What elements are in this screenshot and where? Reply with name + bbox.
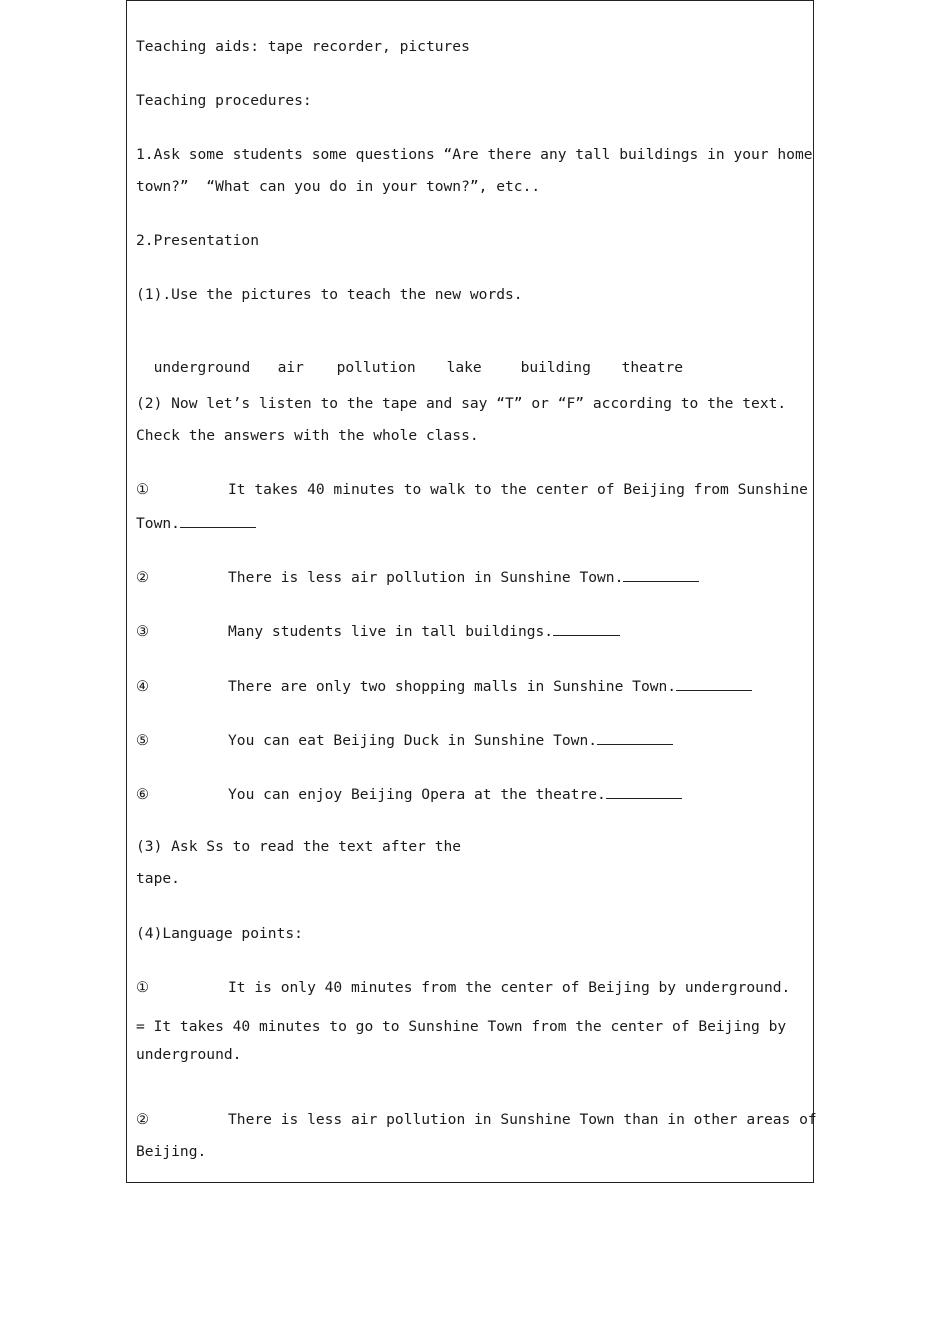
item-text-cont: Town. [136, 515, 180, 532]
item-number: ② [136, 1111, 150, 1128]
tf-item-1-cont [136, 513, 256, 533]
word-item: air [277, 359, 304, 376]
item-text: You can enjoy Beijing Opera at the theatre. [228, 786, 606, 803]
language-point-1-eq2: underground. [136, 1046, 242, 1063]
item-number: ② [136, 569, 150, 586]
item-text: There are only two shopping malls in Sunshine Town. [228, 678, 677, 695]
item-text: You can eat Beijing Duck in Sunshine Town. [228, 732, 598, 749]
point-text: There is less air pollution in Sunshine Town than in other areas of [228, 1111, 817, 1128]
word-item: pollution [336, 359, 416, 376]
item-text: There is less air pollution in Sunshine Town. [228, 569, 624, 586]
answer-blank[interactable] [606, 784, 682, 799]
word-item: theatre [621, 359, 684, 376]
item-number: ① [136, 979, 150, 996]
word-item: building [520, 359, 591, 376]
language-point-1 [136, 979, 790, 997]
answer-blank[interactable] [553, 621, 620, 636]
tf-item-1 [136, 481, 808, 499]
answer-blank[interactable] [676, 676, 752, 691]
item-number: ⑥ [136, 786, 150, 803]
item-number: ⑤ [136, 732, 150, 749]
language-points-title: (4)Language points: [136, 925, 303, 942]
point-text: It is only 40 minutes from the center of Beijing by underground. [228, 979, 791, 996]
listen-instruction-line2: Check the answers with the whole class. [136, 427, 479, 444]
answer-blank[interactable] [597, 730, 673, 745]
tf-item-5 [136, 730, 673, 750]
answer-blank[interactable] [623, 567, 699, 582]
language-point-2-cont: Beijing. [136, 1143, 207, 1160]
word-item: lake [446, 359, 482, 376]
teaching-procedures: Teaching procedures: [136, 92, 312, 109]
tf-item-4 [136, 676, 752, 696]
step1-line1: 1.Ask some students some questions “Are there any tall buildings in your home [136, 146, 813, 163]
item-text: It takes 40 minutes to walk to the center of Beijing from Sunshine [228, 481, 808, 498]
language-point-2 [136, 1111, 817, 1129]
tf-item-6 [136, 784, 682, 804]
answer-blank[interactable] [180, 513, 256, 528]
word-item: underground [153, 359, 251, 376]
language-point-1-eq1: = It takes 40 minutes to go to Sunshine Town from the center of Beijing by [136, 1018, 787, 1035]
read-instruction-line2: tape. [136, 870, 180, 887]
item-number: ③ [136, 623, 150, 640]
step1-line2: town?” “What can you do in your town?”, etc.. [136, 178, 541, 195]
tf-item-2 [136, 567, 699, 587]
new-words-list [136, 341, 683, 377]
presentation-title: 2.Presentation [136, 232, 260, 249]
listen-instruction-line1: (2) Now let’s listen to the tape and say “T” or “F” according to the text. [136, 395, 787, 412]
tf-item-3 [136, 621, 620, 641]
presentation-sub1: (1).Use the pictures to teach the new words. [136, 286, 523, 303]
item-number: ① [136, 481, 150, 498]
item-text: Many students live in tall buildings. [228, 623, 554, 640]
item-number: ④ [136, 678, 150, 695]
read-instruction-line1: (3) Ask Ss to read the text after the [136, 838, 462, 855]
teaching-aids: Teaching aids: tape recorder, pictures [136, 38, 470, 55]
